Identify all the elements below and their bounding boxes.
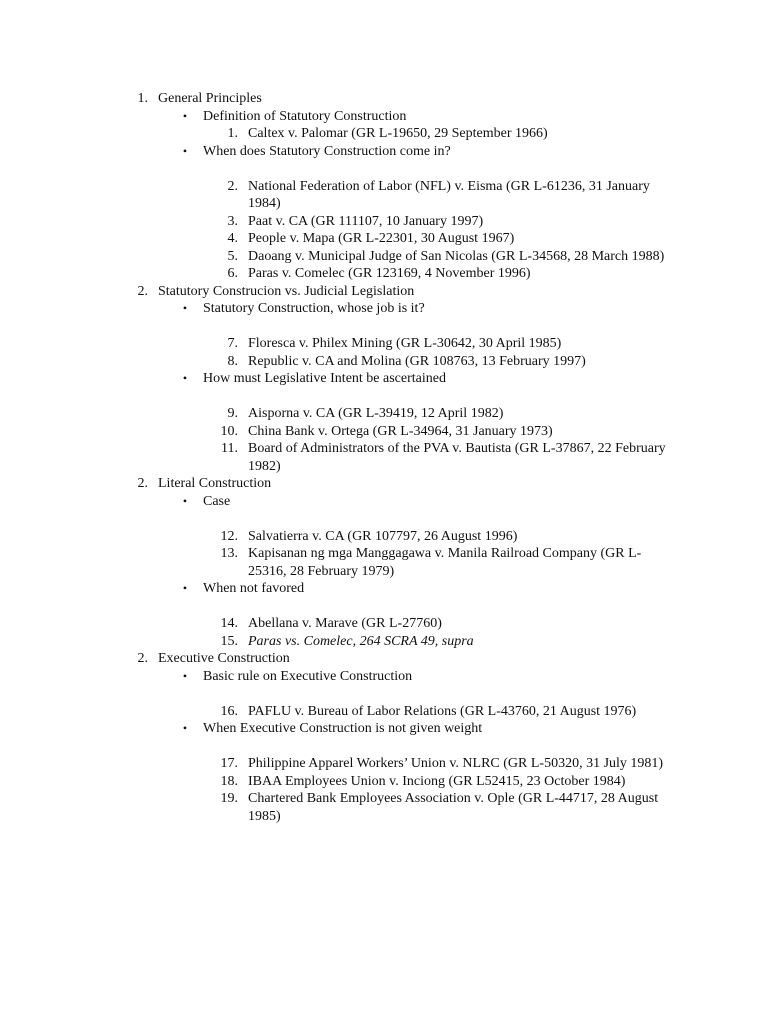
bullet-topic bbox=[0, 300, 768, 318]
list-number: 9. bbox=[227, 406, 238, 421]
bullet-marker: • bbox=[182, 493, 188, 508]
blank-line bbox=[0, 685, 768, 703]
list-number: 7. bbox=[227, 336, 238, 351]
case-citation bbox=[0, 790, 768, 825]
case-citation-text: Salvatierra v. CA (GR 107797, 26 August 1996) bbox=[248, 528, 518, 544]
list-number: 16. bbox=[220, 703, 238, 719]
list-number: 2. bbox=[137, 476, 148, 491]
case-citation-text: Republic v. CA and Molina (GR 108763, 13 February 1997) bbox=[248, 353, 586, 369]
list-number: 2. bbox=[137, 283, 148, 299]
case-citation-text: Paras v. Comelec (GR 123169, 4 November 1996) bbox=[248, 266, 531, 281]
list-number: 2. bbox=[137, 651, 148, 666]
case-citation bbox=[0, 405, 768, 423]
bullet-marker: • bbox=[182, 668, 188, 683]
case-citation-text: Floresca v. Philex Mining (GR L-30642, 30 April 1985) bbox=[248, 336, 562, 351]
bullet-marker: • bbox=[182, 721, 188, 735]
document-outline bbox=[0, 90, 768, 825]
list-number: 13. bbox=[220, 546, 238, 561]
case-citation bbox=[0, 178, 768, 213]
bullet-topic bbox=[0, 580, 768, 598]
case-citation-text: Paras vs. Comelec, 264 SCRA 49, supra bbox=[248, 633, 474, 649]
case-citation-text: Abellana v. Marave (GR L-27760) bbox=[248, 616, 442, 631]
section-heading bbox=[0, 650, 768, 668]
bullet-topic bbox=[0, 370, 768, 388]
case-citation-text: Board of Administrators of the PVA v. Bautista (GR L-37867, 22 February 1982) bbox=[248, 441, 666, 474]
bullet-topic bbox=[0, 493, 768, 511]
section-heading-text: Literal Construction bbox=[158, 476, 272, 491]
case-citation-text: National Federation of Labor (NFL) v. Eisma (GR L-61236, 31 January 1984) bbox=[248, 178, 650, 211]
list-number: 14. bbox=[220, 616, 238, 631]
list-number: 17. bbox=[220, 756, 238, 771]
list-number: 12. bbox=[220, 528, 238, 544]
case-citation bbox=[0, 755, 768, 773]
case-citation bbox=[0, 213, 768, 231]
section-heading-text: General Principles bbox=[158, 91, 262, 106]
bullet-topic-text: Definition of Statutory Construction bbox=[203, 108, 407, 124]
case-citation bbox=[0, 633, 768, 651]
case-citation-text: Chartered Bank Employees Association v. Ople (GR L-44717, 28 August 1985) bbox=[248, 791, 659, 824]
bullet-topic-text: Case bbox=[203, 493, 231, 509]
case-citation-text: Kapisanan ng mga Manggagawa v. Manila Railroad Company (GR L-25316, 28 February 1979) bbox=[248, 546, 642, 579]
case-citation bbox=[0, 423, 768, 441]
list-number: 1. bbox=[227, 126, 238, 141]
case-citation bbox=[0, 125, 768, 143]
bullet-topic bbox=[0, 108, 768, 126]
case-citation bbox=[0, 335, 768, 353]
case-citation-text: Paat v. CA (GR 111107, 10 January 1997) bbox=[248, 213, 484, 229]
case-citation-text: IBAA Employees Union v. Inciong (GR L52415, 23 October 1984) bbox=[248, 773, 626, 789]
blank-line bbox=[0, 510, 768, 528]
section-heading-text: Statutory Construcion vs. Judicial Legislation bbox=[158, 283, 415, 299]
bullet-topic-text: When Executive Construction is not given weight bbox=[203, 721, 483, 736]
case-citation bbox=[0, 703, 768, 721]
case-citation-text: Daoang v. Municipal Judge of San Nicolas (GR L-34568, 28 March 1988) bbox=[248, 248, 665, 264]
bullet-topic-text: How must Legislative Intent be ascertained bbox=[203, 371, 446, 386]
case-citation bbox=[0, 265, 768, 283]
section-heading-text: Executive Construction bbox=[158, 651, 290, 666]
case-citation bbox=[0, 440, 768, 475]
bullet-topic-text: Statutory Construction, whose job is it? bbox=[203, 301, 425, 316]
case-citation-text: People v. Mapa (GR L-22301, 30 August 1967) bbox=[248, 231, 515, 246]
case-citation bbox=[0, 545, 768, 580]
case-citation bbox=[0, 528, 768, 546]
list-number: 6. bbox=[227, 266, 238, 281]
blank-line bbox=[0, 598, 768, 616]
section-heading bbox=[0, 283, 768, 301]
case-citation bbox=[0, 230, 768, 248]
list-number: 10. bbox=[220, 423, 238, 439]
list-number: 3. bbox=[227, 213, 238, 229]
list-number: 15. bbox=[220, 633, 238, 649]
section-heading bbox=[0, 90, 768, 108]
bullet-topic-text: When does Statutory Construction come in? bbox=[203, 143, 451, 159]
case-citation-text: China Bank v. Ortega (GR L-34964, 31 January 1973) bbox=[248, 423, 553, 439]
case-citation bbox=[0, 615, 768, 633]
case-citation-text: Philippine Apparel Workers’ Union v. NLRC (GR L-50320, 31 July 1981) bbox=[248, 756, 664, 771]
case-citation-text: PAFLU v. Bureau of Labor Relations (GR L-43760, 21 August 1976) bbox=[248, 703, 637, 719]
case-citation bbox=[0, 773, 768, 791]
list-number: 8. bbox=[227, 353, 238, 369]
case-citation-text: Aisporna v. CA (GR L-39419, 12 April 1982) bbox=[248, 406, 504, 421]
bullet-marker: • bbox=[182, 581, 188, 595]
bullet-topic bbox=[0, 143, 768, 161]
bullet-topic bbox=[0, 668, 768, 686]
blank-line bbox=[0, 738, 768, 756]
blank-line bbox=[0, 318, 768, 336]
list-number: 19. bbox=[220, 791, 238, 806]
section-heading bbox=[0, 475, 768, 493]
list-number: 4. bbox=[227, 231, 238, 246]
list-number: 18. bbox=[220, 773, 238, 789]
list-number: 11. bbox=[221, 441, 238, 456]
bullet-topic-text: When not favored bbox=[203, 581, 305, 596]
bullet-marker: • bbox=[182, 301, 188, 315]
bullet-marker: • bbox=[182, 143, 188, 158]
bullet-marker: • bbox=[182, 371, 188, 385]
bullet-marker: • bbox=[182, 108, 188, 123]
bullet-topic bbox=[0, 720, 768, 738]
list-number: 2. bbox=[227, 178, 238, 194]
list-number: 1. bbox=[137, 91, 148, 106]
case-citation bbox=[0, 353, 768, 371]
bullet-topic-text: Basic rule on Executive Construction bbox=[203, 668, 413, 684]
case-citation-text: Caltex v. Palomar (GR L-19650, 29 September 1966) bbox=[248, 126, 548, 141]
blank-line bbox=[0, 160, 768, 178]
case-citation bbox=[0, 248, 768, 266]
list-number: 5. bbox=[227, 248, 238, 264]
blank-line bbox=[0, 388, 768, 406]
